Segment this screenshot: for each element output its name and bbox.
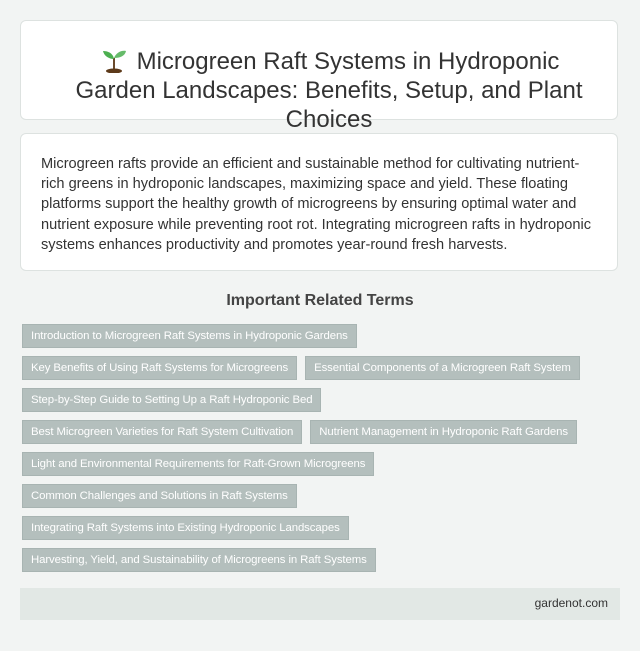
term-row bbox=[22, 324, 622, 350]
term-row bbox=[22, 484, 622, 510]
related-terms-list bbox=[22, 324, 622, 580]
term-tag[interactable]: Step-by-Step Guide to Setting Up a Raft Hydroponic Bed bbox=[22, 388, 321, 412]
footer bbox=[20, 588, 620, 620]
term-tag[interactable]: Essential Components of a Microgreen Raft System bbox=[305, 356, 580, 380]
term-row bbox=[22, 356, 622, 382]
term-tag[interactable]: Integrating Raft Systems into Existing Hydroponic Landscapes bbox=[22, 516, 349, 540]
intro-text: Microgreen rafts provide an efficient and sustainable method for cultivating nutrient-rich greens in hydroponic landscapes, maximizing space and yield. These floating platforms support the healthy growth of microgreens by ensuring optimal water and nutrient exposure while preventing root rot. Integrating microgreen rafts in hydroponic systems enhances productivity and promotes year-round fresh harvests. bbox=[41, 156, 591, 253]
term-row bbox=[22, 452, 622, 478]
term-tag[interactable]: Introduction to Microgreen Raft Systems in Hydroponic Gardens bbox=[22, 324, 357, 348]
title-card bbox=[20, 20, 618, 133]
term-row bbox=[22, 420, 622, 446]
term-row bbox=[22, 388, 622, 414]
term-tag[interactable]: Key Benefits of Using Raft Systems for Microgreens bbox=[22, 356, 297, 380]
term-tag[interactable]: Light and Environmental Requirements for Raft-Grown Microgreens bbox=[22, 452, 374, 476]
intro-card bbox=[20, 133, 618, 271]
term-tag[interactable]: Common Challenges and Solutions in Raft Systems bbox=[22, 484, 297, 508]
term-tag[interactable]: Best Microgreen Varieties for Raft System Cultivation bbox=[22, 420, 302, 444]
term-tag[interactable]: Nutrient Management in Hydroponic Raft Gardens bbox=[310, 420, 577, 444]
term-row bbox=[22, 516, 622, 542]
sprout-icon bbox=[99, 45, 129, 73]
footer-site[interactable]: gardenot.com bbox=[534, 596, 608, 610]
related-terms-heading: Important Related Terms bbox=[226, 292, 414, 309]
term-tag[interactable]: Harvesting, Yield, and Sustainability of Microgreens in Raft Systems bbox=[22, 548, 376, 572]
page-title: Microgreen Raft Systems in Hydroponic Garden Landscapes: Benefits, Setup, and Plant Choices bbox=[75, 48, 583, 133]
title-wrap bbox=[21, 21, 617, 134]
term-row bbox=[22, 548, 622, 574]
